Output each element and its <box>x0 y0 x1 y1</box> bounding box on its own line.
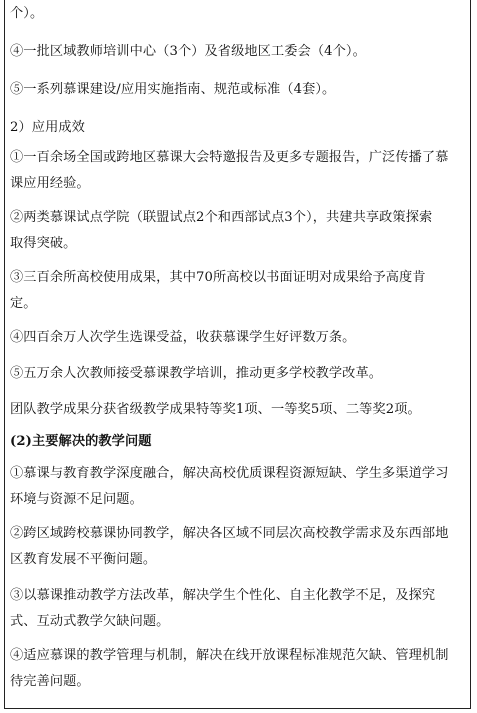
text-line: 定。 <box>10 296 37 311</box>
text-line: ①慕课与教育教学深度融合，解决高校优质课程资源短缺、学生多渠道学习 <box>10 466 449 481</box>
text-line: 环境与资源不足问题。 <box>10 492 143 507</box>
text-line: ②两类慕课试点学院（联盟试点2个和西部试点3个），共建共享政策探索 <box>10 210 433 225</box>
text-line: 式、互动式教学欠缺问题。 <box>10 614 170 629</box>
text-line: ③以慕课推动教学方法改革，解决学生个性化、自主化教学不足，及探究 <box>10 588 436 603</box>
text-line: ⑤五万余人次教师接受慕课教学培训，推动更多学校教学改革。 <box>10 366 383 381</box>
text-line: ⑤一系列慕课建设/应用实施指南、规范或标准（4套）。 <box>10 82 336 97</box>
text-line: ④适应慕课的教学管理与机制，解决在线开放课程标准规范欠缺、管理机制 <box>10 648 449 663</box>
text-line: 个）。 <box>10 6 44 21</box>
text-line: 取得突破。 <box>10 236 77 251</box>
text-line: 团队教学成果分获省级教学成果特等奖1项、一等奖5项、二等奖2项。 <box>10 402 421 417</box>
section-heading: (2)主要解决的教学问题 <box>10 434 152 449</box>
text-line: ②跨区域跨校慕课协同教学，解决各区域不同层次高校教学需求及东西部地 <box>10 526 449 541</box>
text-line: ③三百余所高校使用成果，其中70所高校以书面证明对成果给予高度肯 <box>10 270 426 285</box>
text-line: 区教育发展不平衡问题。 <box>10 552 157 567</box>
text-line: ④四百余万人次学生选课受益，收获慕课学生好评数万条。 <box>10 330 356 345</box>
text-line: ④一批区域教师培训中心（3个）及省级地区工委会（4个）。 <box>10 44 366 59</box>
text-line: 课应用经验。 <box>10 176 90 191</box>
text-line: ①一百余场全国或跨地区慕课大会特邀报告及更多专题报告，广泛传播了慕 <box>10 150 449 165</box>
text-line: 待完善问题。 <box>10 674 90 689</box>
section-heading: 2）应用成效 <box>10 120 85 135</box>
